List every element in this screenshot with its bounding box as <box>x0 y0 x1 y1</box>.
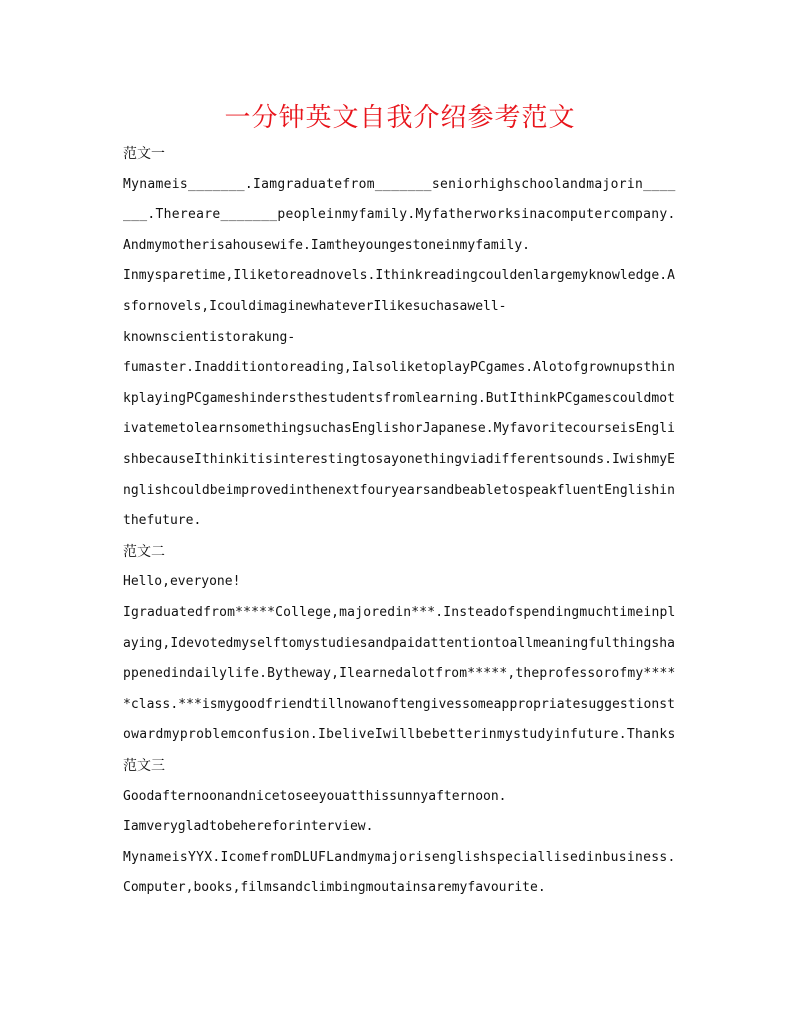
section-heading: 范文一 <box>123 146 165 162</box>
body-line: Inmysparetime,Iliketoreadnovels.Ithinkreadingcouldenlargemyknowledge.A <box>123 268 676 283</box>
body-line: ___.Thereare_______peopleinmyfamily.Myfatherworksinacomputercompany. <box>123 207 676 222</box>
section-heading: 范文二 <box>123 544 165 560</box>
body-line: Andmymotherisahousewife.Iamtheyoungestoneinmyfamily. <box>123 238 530 253</box>
body-line: Hello,everyone! <box>123 574 241 589</box>
body-line: nglishcouldbeimprovedinthenextfouryearsandbeabletospeakfluentEnglishin <box>123 483 676 498</box>
body-line: ppenedindailylife.Bytheway,Ilearnedalotfrom*****,theprofessorofmy**** <box>123 666 676 681</box>
body-line: aying,Idevotedmyselftomystudiesandpaidattentiontoallmeaningfulthingsha <box>123 636 676 651</box>
body-line: Iamverygladtobehereforinterview. <box>123 819 374 834</box>
body-line: sfornovels,IcouldimaginewhateverIlikesuchasawell- <box>123 299 507 314</box>
body-line: knownscientistorakung- <box>123 330 296 345</box>
body-line: MynameisYYX.IcomefromDLUFLandmymajorisenglishspeciallisedinbusiness. <box>123 850 676 865</box>
body-line: shbecauseIthinkitisinterestingtosayonethingviadifferentsounds.IwishmyE <box>123 452 676 467</box>
body-line: owardmyproblemconfusion.IbeliveIwillbebetterinmystudyinfuture.Thanks <box>123 727 676 742</box>
body-line: kplayingPCgameshindersthestudentsfromlearning.ButIthinkPCgamescouldmot <box>123 391 676 406</box>
body-line: Mynameis_______.Iamgraduatefrom_______seniorhighschoolandmajorin____ <box>123 177 676 192</box>
section-heading: 范文三 <box>123 758 165 774</box>
body-line: *class.***ismygoodfriendtillnowanoftengivessomeappropriatesuggestionst <box>123 697 676 712</box>
document-body <box>123 143 683 903</box>
body-line: Computer,books,filmsandclimbingmoutainsaremyfavourite. <box>123 880 546 895</box>
body-line: fumaster.Inadditiontoreading,IalsoliketoplayPCgames.Alotofgrownupsthin <box>123 360 676 375</box>
body-line: ivatemetolearnsomethingsuchasEnglishorJapanese.MyfavoritecourseisEngli <box>123 421 676 436</box>
body-line: thefuture. <box>123 513 202 528</box>
body-line: Igraduatedfrom*****College,majoredin***.Insteadofspendingmuchtimeinpl <box>123 605 676 620</box>
body-line: Goodafternoonandnicetoseeyouatthissunnyafternoon. <box>123 789 507 804</box>
document-title: 一分钟英文自我介绍参考范文 <box>224 103 576 133</box>
